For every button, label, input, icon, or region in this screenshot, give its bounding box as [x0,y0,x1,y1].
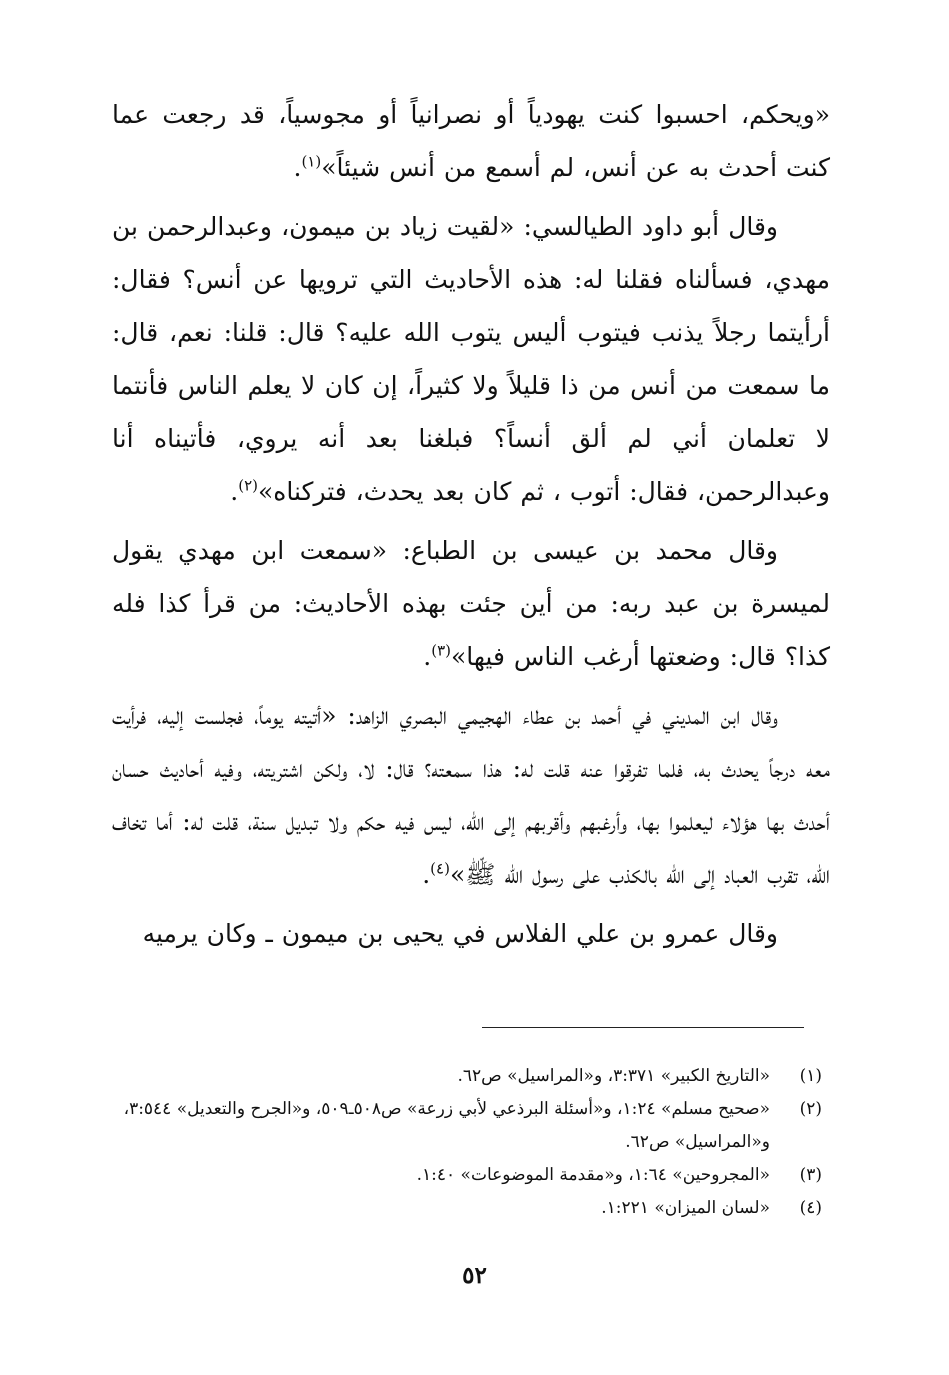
paragraph-1 [112,88,830,194]
footnote-text: «المجروحين» ١:٦٤، و«مقدمة الموضوعات» ١:٤٠. [416,1165,770,1185]
footnote-number: (٣) [799,1165,822,1185]
main-text [112,88,830,966]
footnote-text: «التاريخ الكبير» ٣:٣٧١، و«المراسيل» ص٦٢. [457,1066,770,1086]
paragraph-5 [112,907,830,960]
paragraph-end: . [423,642,432,671]
footnote-item [112,1060,822,1093]
paragraph-4 [112,689,830,901]
paragraph-2 [112,200,830,518]
footnote-number: (١) [799,1066,822,1086]
footnote-marker[interactable]: (٤) [430,859,450,878]
paragraph-end: . [422,860,431,889]
footnote-marker[interactable]: (٢) [238,476,258,495]
paragraph-end: . [293,153,302,182]
paragraph-3 [112,524,830,683]
paragraph-end: . [230,477,239,506]
footnote-number: (٢) [799,1099,822,1119]
footnote-marker[interactable]: (١) [301,152,322,171]
footnote-item [112,1192,822,1225]
paragraph-text: وقال عمرو بن علي الفلاس في يحيى بن ميمون ـ وكان يرميه [142,919,778,948]
footnote-text: «صحيح مسلم» ١:٢٤، و«أسئلة البرذعي لأبي زرعة» ص٥٠٨ـ٥٠٩، و«الجرح والتعديل» ٣:٥٤٤، و«المراسيل» ص٦٢. [123,1099,770,1152]
paragraph-text: وقال محمد بن عيسى بن الطباع: «سمعت ابن مهدي يقول لميسرة بن عبد ربه: من أين جئت بهذه الأحاديث: من قرأ كذا فله كذا؟ قال: وضعتها أرغب الناس فيها» [112,536,830,671]
footnote-text: «لسان الميزان» ١:٢٢١. [601,1198,770,1218]
paragraph-text: وقال ابن المديني في أحمد بن عطاء الهجيمي البصري الزاهد: «أتيته يوماً، فجلست إليه، فرأيت معه درجاً يحدث به، فلما تفرقوا عنه قلت له: هذا سمعته؟ قال: لا، ولكن اشتريته، وفيه أحاديث حسان أحدث بها هؤلاء ليعلموا بها، وأرغبهم وأقربهم إلى الله، ليس فيه حكم ولا تبديل سنة، قلت له: أما تخاف الله، تقرب العباد إلى الله بالكذب على رسول الله ﷺ» [112,701,830,889]
paragraph-text: وقال أبو داود الطيالسي: «لقيت زياد بن ميمون، وعبدالرحمن بن مهدي، فسألناه فقلنا له: هذه الأحاديث التي ترويها عن أنس؟ فقال: أرأيتما رجلاً يذنب فيتوب أليس يتوب الله عليه؟ قال: قلنا: نعم، قال: ما سمعت من أنس من ذا قليلاً ولا كثيراً، إن كان لا يعلم الناس فأنتما لا تعلمان أني لم ألق أنساً؟ فبلغنا بعد أنه يروي، فأتيناه أنا وعبدالرحمن، فقال: أتوب ، ثم كان بعد يحدث، فتركناه» [112,212,830,506]
page-number: ٥٢ [462,1262,487,1289]
footnote-number: (٤) [799,1198,822,1218]
footnote-marker[interactable]: (٣) [431,641,451,660]
footnote-item [112,1159,822,1192]
footnote-separator [482,1027,804,1028]
footnotes [112,1060,822,1225]
paragraph-text: «ويحكم، احسبوا كنت يهودياً أو نصرانياً أو مجوسياً، قد رجعت عما كنت أحدث به عن أنس، لم أسمع من أنس شيئاً» [112,100,830,182]
footnote-item [112,1093,822,1159]
